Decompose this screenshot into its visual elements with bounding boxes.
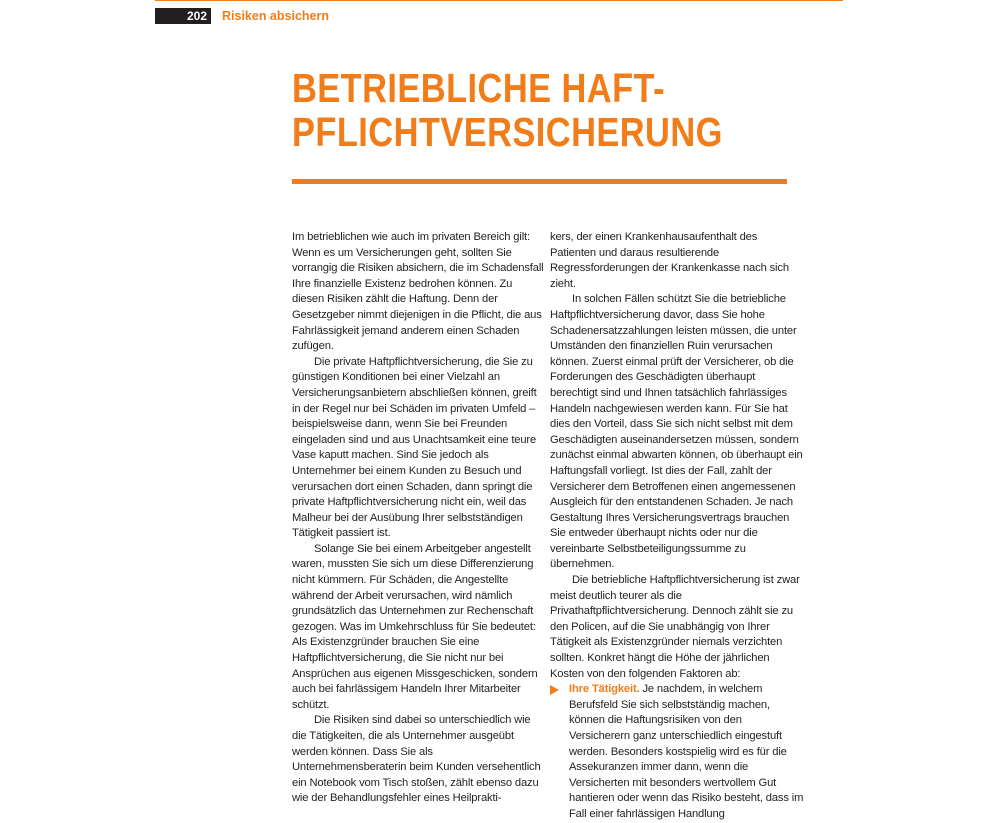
header-rule bbox=[155, 0, 843, 1]
bullet-term: Ihre Tätigkeit. bbox=[569, 683, 640, 696]
page-title bbox=[292, 66, 762, 154]
paragraph: Die private Haftpflichtversicherung, die Sie zu günstigen Konditionen bei einer Vielzahl an Versicherungsanbietern abschließen können, greift in der Regel nur bei Schäden im privaten Umfeld – beispielsweise dann, wenn Sie bei Freunden eingeladen sind und aus Unachtsamkeit eine teure Vase kaputt machen. Sind Sie jedoch als Unternehmer bei einem Kunden zu Besuch und verursachen dort einen Schaden, dann springt die private Haftpflichtversicherung nicht ein, weil das Malheur bei der Ausübung Ihrer selbstständigen Tätigkeit passiert ist. bbox=[292, 355, 537, 540]
page-number: 202 bbox=[155, 8, 211, 24]
paragraph: Die betriebliche Haftpflichtversicherung ist zwar meist deutlich teurer als die Privathaftpflichtversicherung. Dennoch zählt sie zu den Policen, auf die Sie unabhängig von Ihrer Tätigkeit als Existenzgründer niemals verzichten sollten. Konkret hängt die Höhe der jährlichen Kosten von den folgenden Faktoren ab: bbox=[550, 574, 800, 680]
paragraph: In solchen Fällen schützt Sie die betriebliche Haftpflichtversicherung davor, dass Sie hohe Schadenersatzzahlungen leisten müssen, die unter Umständen den finanziellen Ruin verursachen können. Zuerst einmal prüft der Versicherer, ob die Forderungen des Geschädigten überhaupt berechtigt sind und Ihnen tatsächlich fahrlässiges Handeln nachgewiesen werden kann. Für Sie hat dies den Vorteil, dass Sie sich nicht selbst mit dem Geschädigten auseinandersetzen müssen, sondern zunächst einmal abwarten können, ob überhaupt ein Haftungsfall vorliegt. Ist dies der Fall, zahlt der Versicherer dem Betroffenen einen angemessenen Ausgleich für den entstandenen Schaden. Je nach Gestaltung Ihres Versicherungsvertrags brauchen Sie entweder überhaupt nichts oder nur die vereinbarte Selbstbeteiligungssumme zu übernehmen. bbox=[550, 293, 803, 571]
running-header-section: Risiken absichern bbox=[222, 9, 329, 23]
paragraph: Die Risiken sind dabei so unterschiedlich wie die Tätigkeiten, die als Unternehmer ausgeübt werden können. Dass Sie als Unternehmensberaterin beim Kunden versehentlich ein Notebook vom Tisch stoßen, zählt ebenso dazu wie der Behandlungsfehler eines Heilprakti- bbox=[292, 714, 541, 805]
bullet-text: Je nachdem, in welchem Berufsfeld Sie sich selbstständig machen, können die Haftungsrisiken von den Versicherern ganz unterschiedlich eingestuft werden. Besonders kostspielig wird es für die Assekuranzen immer dann, wenn die Versicherten mit besonders wertvollem Gut hantieren oder wenn das Risiko besteht, dass im Fall einer fahrlässigen Handlung bbox=[569, 683, 804, 820]
paragraph: kers, der einen Krankenhausaufenthalt des Patienten und daraus resultierende Regressforderungen der Krankenkasse nach sich zieht. bbox=[550, 231, 789, 290]
paragraph: Im betrieblichen wie auch im privaten Bereich gilt: Wenn es um Versicherungen geht, sollten Sie vorrangig die Risiken absichern, die im Schadensfall Ihre finanzielle Existenz bedrohen können. Zu diesen Risiken zählt die Haftung. Denn der Gesetzgeber nimmt diejenigen in die Pflicht, die aus Fahrlässigkeit jemand anderem einen Schaden zufügen. bbox=[292, 231, 544, 353]
title-underline bbox=[292, 179, 787, 184]
paragraph: Solange Sie bei einem Arbeitgeber angestellt waren, mussten Sie sich um diese Differenzierung nicht kümmern. Für Schäden, die Angestellte während der Arbeit verursachen, wird nämlich grundsätzlich das Unternehmen zur Rechenschaft gezogen. Was im Umkehrschluss für Sie bedeutet: Als Existenzgründer brauchen Sie eine Haftpflichtversicherung, die Sie nicht nur bei Ansprüchen aus eigenen Missgeschicken, sondern auch bei fahrlässigem Handeln Ihrer Mitarbeiter schützt. bbox=[292, 542, 538, 711]
text-column-right bbox=[550, 230, 804, 823]
triangle-bullet-icon bbox=[550, 685, 559, 695]
bullet-item bbox=[550, 682, 804, 822]
text-column-left bbox=[292, 230, 546, 807]
page-title-line-2: PFLICHTVERSICHERUNG bbox=[292, 109, 723, 155]
page-title-line-1: BETRIEBLICHE HAFT- bbox=[292, 65, 665, 111]
